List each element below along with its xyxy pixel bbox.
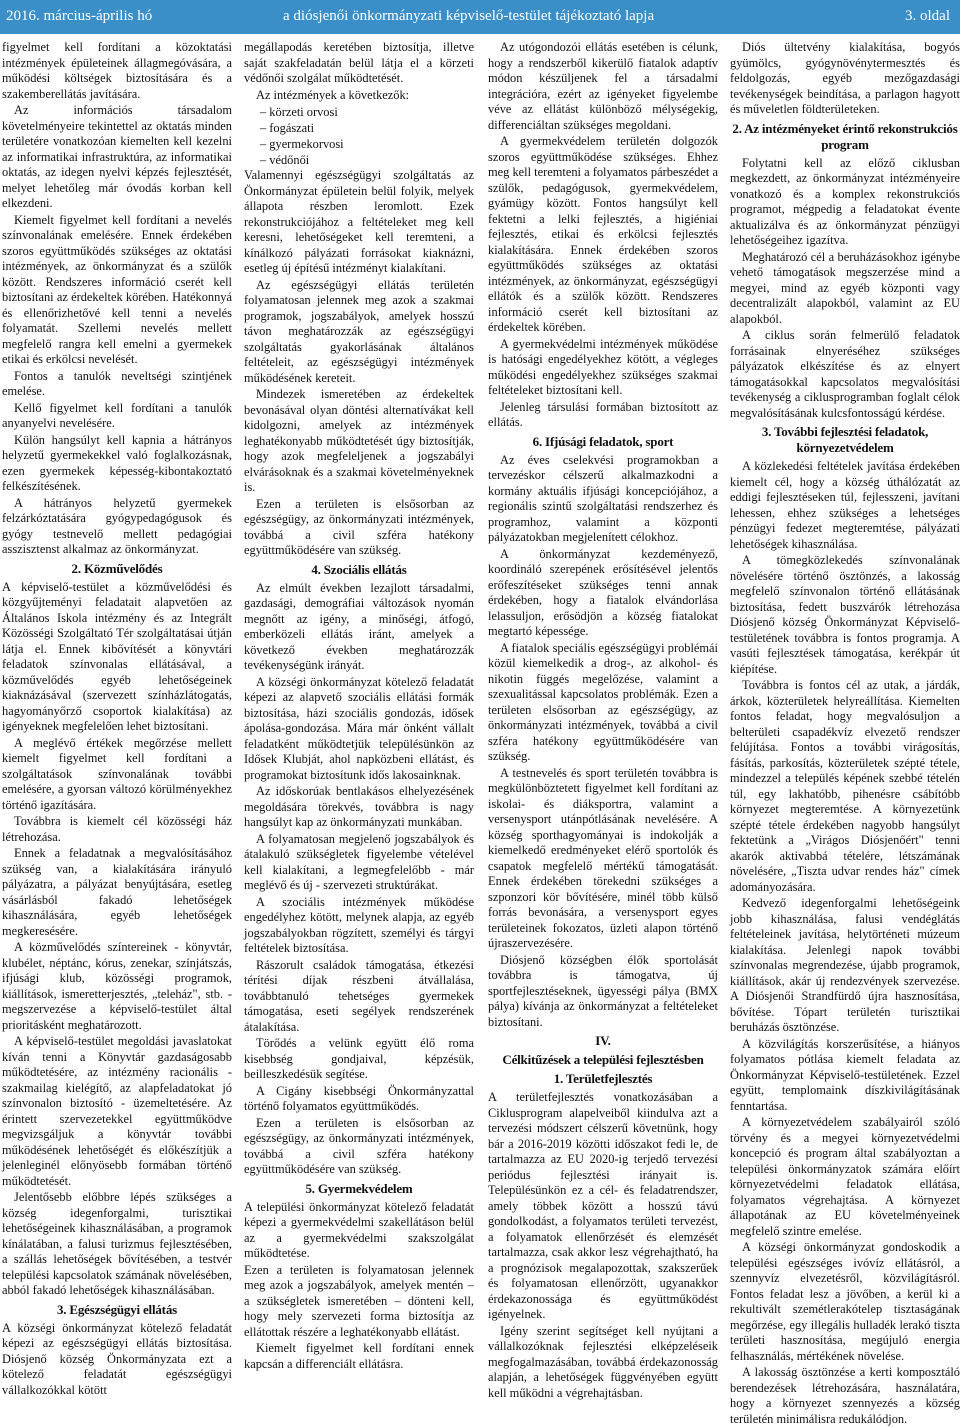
paragraph: Kedvező idegenforgalmi lehetőségeink jobb kihasználása, falusi vendéglátás feltételeinek javítása, helytörténeti múzeum kialakítása. Jelenlegi napok további színvonalas megrendezése, újabb programok, kiállítások, akár új rendezvények szervezése. A Diósjenői Strandfürdő újra hasznosítása, bővítése. Tópart területén turisztikai beruházás ösztönzése. (730, 896, 960, 1034)
paragraph: A környezetvédelem szabályairól szóló törvény és a megyei környezetvédelmi koncepció és program által szabályoztan a települési önkormányzatok számára előírt környezetvédelmi feladatok ellátása, folyamatos végrehajtása. A környezet állapotának az EU követelményeinek megfelelő szintre emelése. (730, 1115, 960, 1238)
header-date: 2016. március-április hó (6, 8, 153, 24)
paragraph: Továbbra is kiemelt cél közösségi ház létrehozása. (2, 814, 232, 844)
paragraph: Meghatározó cél a beruházásokhoz igénybe vehető támogatások megszerzése mind a megyei, mind az egyéb központi vagy decentralizált alapokból, valamint az EU alapokból. (730, 249, 960, 326)
paragraph: Fontos a tanulók neveltségi szintjének emelése. (2, 368, 232, 398)
bullet-list (244, 104, 474, 168)
paragraph: A települési önkormányzat kötelező feladatát képezi a gyermekvédelmi szakellátáson belül az a gyermekvédelmi szakszolgálat működtetése. (244, 1199, 474, 1260)
paragraph: Diósjenő községben élők sportolását továbbra is támogatva, új sportfejlesztéseknek, ügyességi pálya (BMX pálya) kívánja az önkormányzat a feltételeket biztosítani. (488, 952, 718, 1029)
paragraph: Diós ültetvény kialakítása, bogyós gyümölcs, gyógynövénytermesztés és feldolgozás, egyéb mezőgazdasági tevékenységek beindítása, a parlagon hagyott és műveletlen földterületeken. (730, 40, 960, 116)
paragraph: Kiemelt figyelmet kell fordítani ennek kapcsán a differenciált ellátásra. (244, 1341, 474, 1371)
paragraph: A testnevelés és sport területén továbbra is megkülönböztetett figyelmet kell fordítani az iskolai- és diáksportra, valamint a versenysport utánpótlásának nevelésére. A község sporthagyományai is indokolják a kiemelkedő eredményeket elérő sportolók és csapatok megfelelő mértékű támogatását. Ennek érdekében törekedni szükséges a szponzori kör bővítésére, minél több külső forrás bevonására, a versenysport egyes területeinek fokozatos, üzleti alapon történő újraszervezésére. (488, 765, 718, 950)
section-heading: 5. Gyermekvédelem (305, 1180, 413, 1196)
paragraph: Valamennyi egészségügyi szolgáltatás az Önkormányzat épületein belül folyik, melyek állapota részben leromlott. Ezek rekonstrukciójához a feltételeket meg kell keresni, lehetőségeket kell teremteni, a kínálkozó pályázati forrásokat kiaknázni, esetleg új építésű intézményt kialakítani. (244, 168, 474, 275)
paragraph: Jelentősebb előbbre lépés szükséges a község idegenforgalmi, turisztikai lehetőségeinek kihasználásában, a programok kínálatában, a falusi turizmus fejlesztésében, a szállás lehetőségek bővítésében, a testvér települési kapcsolatok számának növelésében, abból fakadó lehetőségek kihasználásában. (2, 1190, 232, 1297)
list-item: – körzeti orvosi (260, 104, 474, 120)
paragraph: Továbbra is fontos cél az utak, a járdák, árkok, közterületek helyreállítása. Kiemelten fontos feladat, hogy megvalósuljon a belterületi csapadékvíz elvezető rendszer felújítása. Fontos a további virágosítás, fásítás, parkosítás, közterületek szépté tétele, mindezzel a település képének szebbé tételén túl, egy lakhatóbb, pihenésre csábítóbb környezet megteremtése. A környezetünk szépté tétele érdekében nagyobb hangsúlyt fektetünk a „Virágos Diósjenőért" tenni akarók aktivabbá tételére, létszámának növelésére, „Tiszta udvar rendes ház" címek adományozására. (730, 678, 960, 894)
paragraph: Ezen a területen is elsősorban az egészségügy, az önkormányzati intézmények, továbbá a civil szféra hatékony együttműködésére van szükség. (244, 496, 474, 557)
paragraph: A gyermekvédelmi intézmények működése is hatósági engedélyekhez kötött, a végleges működési engedélyekhez szükséges szakmai feltételeket biztosítani kell. (488, 336, 718, 397)
paragraph: A folyamatosan megjelenő jogszabályok és átalakuló szükségletek figyelembe vételével kell kialakítani, a legmegfelelőbb - már meglévő és új - szervezeti struktúrákat. (244, 831, 474, 892)
paragraph: Az egészségügyi ellátás területén folyamatosan jelennek meg azok a szakmai programok, jogszabályok, amelyek hosszú távon meghatározzák az egészségügyi szolgáltatás gyakorlásának általános feltételeit, az egészségügyi intézmények működésének kereteit. (244, 277, 474, 385)
paragraph: Kellő figyelmet kell fordítani a tanulók anyanyelvi nevelésére. (2, 400, 232, 430)
paragraph: A közlekedési feltételek javítása érdekében kiemelt cél, hogy a község úthálózatát az eddigi fejlesztéseken túl, fejlesszeni, javítani lehessen, ehhez szükséges a lehetséges pénzügyi fedezet megteremtése, pályázati lehetőségek kihasználása. (730, 459, 960, 551)
paragraph: Az éves cselekvési programokban a tervezéskor célszerű alkalmazkodni a kormány aktuális ifjúsági koncepciójához, a regionális szintű szolgáltatási rendszerhez és programhoz, valamint a központi pályázatokban megjelenített célokhoz. (488, 452, 718, 544)
paragraph: Folytatni kell az előző ciklusban megkezdett, az önkormányzat intézményeire vonatkozó és a komplex rekonstrukciós programot, mégpedig a feladatokat évente aktualizálva és az önkormányzat pénzügyi lehetőségeihez igazítva. (730, 155, 960, 247)
text-column-2 (244, 40, 474, 1390)
header-publication-title: a diósjenői önkormányzati képviselő-testület tájékoztató lapja (283, 8, 655, 24)
paragraph: A községi önkormányzat gondoskodik a települési egészséges ivóvíz ellátásról, a szennyvíz elvezetésről, közvilágításról. Fontos feladat lesz a jövőben, a kerül ki a rekultivált szemétlerakótelep tisztaságának megőrzése, egy illegális hulladék lerakó tiszta területi hasznosítása, megújuló energia felhasználás, mértékének növelése. (730, 1240, 960, 1363)
paragraph: megállapodás keretében biztosítja, illetve saját szakfeladatán belül látja el a körzeti védőnői szolgálat működtetését. (244, 40, 474, 85)
paragraph: A szociális intézmények működése engedélyhez kötött, melynek alapja, az egyéb jogszabályokban rögzített, személyi és tárgyi feltételek biztosítása. (244, 894, 474, 955)
section-heading: 2. Az intézményeket érintő rekonstrukciós program (732, 120, 958, 152)
paragraph: Mindezek ismeretében az érdekeltek bevonásával olyan döntési alternatívákat kell kidolgozni, amelyek az intézmények leghatékonyabb működtetését úgy biztosítják, hogy azok megfeleljenek a jogszabályi elvárásoknak és a szakmai követelményeknek is. (244, 387, 474, 494)
paragraph: Jelenleg társulási formában biztosított az ellátás. (488, 399, 718, 429)
header-page-number: 3. oldal (905, 8, 950, 24)
paragraph: A területfejlesztés vonatkozásában a Ciklusprogram alapelveiből kiindulva azt a tervezési módszert célszerű követnünk, hogy bár a 2016-2019 közötti időszakot fedi le, de tartalmazza az EU 2020-ig terjedő tervezési periódus fejlesztési irányait is. Településünkön ez a cél- és feladatrendszer, amely többek között a hosszú távú gondolkodást, a folyamatos területi tervezést, a folyamatok ellenőrzését és elemzését tartalmazza, csak akkor lesz végrehajtható, ha a prognózisok megalapozottak, szakszerűek és folyamatosan ellenőrzött, ugyanakkor érdekazonossága és együttműködést igényelnek. (488, 1090, 718, 1321)
paragraph: A községi önkormányzat kötelező feladatát képezi az alapvető szociális ellátási formák biztosítása, házi szociális gondozás, idősek ápolása-gondozása. Mára már önként vállalt feladatként működtetjük településünkön az Idősek Klubját, ahol napközbeni ellátást, és programokat biztosítunk idős lakosainknak. (244, 674, 474, 782)
text-column-3 (488, 40, 718, 1400)
paragraph: A képviselő-testület a közművelődési és közgyűjteményi feladatait alapvetően az Általános Iskola intézmény és az Integrált Közösségi Szolgáltató Tér szolgáltatásai útján látja el. Ennek kibővítését a könyvtári feladatok színvonalas ellátásával, a közművelődés egyéb lehetőségeinek kiaknázásával (szervezett színházlátogatás, hagyományőrző csoportok kialakítása) az igényeknek megfelelően lehet biztosítani. (2, 579, 232, 733)
paragraph: Az utógondozói ellátás esetében is célunk, hogy a rendszerből kikerülő fiatalok adaptív módon készüljenek fel a társadalmi integrációra, ezért az igényeket figyelembe véve az ellátást különböző mélységekig, differenciáltan szükséges megoldani. (488, 40, 718, 132)
paragraph: A fiatalok speciális egészségügyi problémái közül kiemelkedik a drog-, az alkohol- és nikotin függés megelőzése, valamint a szexualitással kapcsolatos problémák. Ezen a területen elsősorban az egészségügy, az önkormányzati intézmények, továbbá a civil szféra hatékony együttműködésére van szükség. (488, 640, 718, 763)
paragraph: Törődés a velünk együtt élő roma kisebbség gondjaival, képzésük, beilleszkedésük segítése. (244, 1036, 474, 1081)
paragraph: Igény szerint segítséget kell nyújtani a vállalkozóknak fejlesztési elképzeléseik megfogalmazásában, továbbá érdekazonosság alapján, a lehetőségek függvényében együtt kell működni a végrehajtásban. (488, 1323, 718, 1400)
page-header (0, 0, 960, 34)
text-column-1 (2, 40, 232, 1397)
section-heading: 1. Területfejlesztés (553, 1071, 653, 1086)
paragraph: Az elmúlt években lezajlott társadalmi, gazdasági, demográfiai változások nyomán megnőtt az igény, a minőségi, átfogó, emberközeli ellátás iránt, amelyek a következő években meghatározzák tevékenységünk irányát. (244, 580, 474, 672)
paragraph: A hátrányos helyzetű gyermekek felzárkóztatására gyógypedagógusok és gyógy testnevelő mellett pedagógiai asszisztenst alkalmaz az önkormányzat. (2, 495, 232, 556)
section-heading: 4. Szociális ellátás (311, 561, 407, 577)
paragraph: A tömegközlekedés színvonalának növelésére történő ösztönzés, a lakosság megfelelő színvonalon történő ellátásának biztosítása, fedett buszvárók létrehozása Diósjenő község Önkormányzat Képviselő-testületének továbbra is fontos programja. A vasúti fejlesztések támogatása, kerékpár út kiépítése. (730, 553, 960, 676)
paragraph: Külön hangsúlyt kell kapnia a hátrányos helyzetű gyermekekkel való foglalkozásnak, ezen gyermekek képesség-kibontakoztató felkészítésének. (2, 432, 232, 493)
paragraph: A közművelődés színtereinek - könyvtár, klubélet, néptánc, kórus, zenekar, színjátszás, ifjúsági klub, közösségi programok, kiállítások, ismeretterjesztés, „teleház", stb. - megszervezése a képviselő-testület által prioritásként meghatározott. (2, 940, 232, 1032)
paragraph: Ezen a területen is elsősorban az egészségügy, az önkormányzati intézmények, továbbá a civil szféra hatékony együttműködésére van szükség. (244, 1115, 474, 1176)
section-heading: IV. (595, 1033, 611, 1048)
section-heading: 3. Egészségügyi ellátás (57, 1301, 177, 1317)
list-item: – védőnői (260, 152, 474, 168)
paragraph: Ennek a feladatnak a megvalósításához szükség van, a kialakítására irányuló pályázatra, a pályázat benyújtására, esetleg vásárlásból fakadó lehetőségek kihasználására, egyéb lehetőségek megkeresésére. (2, 846, 232, 938)
paragraph: Az időskorúak bentlakásos elhelyezésének megoldására törekvés, továbbra is nagy hangsúlyt kap az önkormányzati munkában. (244, 784, 474, 829)
paragraph: A közvilágítás korszerűsítése, a hiányos folyamatos pótlása kiemelt feladata az Önkormányzat Képviselő-testületének. Ezzel együtt, templomaink díszkivilágításának fenntartása. (730, 1036, 960, 1113)
paragraph: A meglévő értékek megőrzése mellett kiemelt figyelmet kell fordítani a szolgáltatások színvonalának további emelésére, a gyorsan változó körülményekhez történő igazítására. (2, 735, 232, 812)
section-heading: 6. Ifjúsági feladatok, sport (532, 433, 674, 449)
paragraph: A lakosság ösztönzése a kerti komposztáló berendezések létrehozására, használatára, hogy a környezet szennyezés a község területén minimálisra redukálódjon. (730, 1365, 960, 1426)
paragraph: figyelmet kell fordítani a közoktatási intézmények épületeinek állagmegóvására, a működési költségek biztosítására és a szakemberellátás javítására. (2, 40, 232, 101)
paragraph: A ciklus során felmerülő feladatok forrásainak elnyeréséhez szükséges pályázatok elkészítése és az elnyert támogatásokkal kapcsolatos megvalósítási tevékenység a ciklusprogramban foglalt célok megvalósításának kulcsfontosságú kérdése. (730, 328, 960, 420)
list-item: – fogászati (260, 120, 474, 136)
section-heading: 2. Közművelődés (71, 560, 163, 576)
paragraph: A községi önkormányzat kötelező feladatát képezi az egészségügyi ellátás biztosítása. Diósjenő község Önkormányzata ezt a kötelező feladatát egészségügyi vállalkozókkal kötött (2, 1320, 232, 1397)
paragraph: Az információs társadalom követelményeire tekintettel az oktatás minden területére vonatkozóan kiemelten kell kezelni az informatikai infrastruktúra, az informatikai oktatás, az idegen nyelvi képzés fejlesztését, melyet lehetőleg már óvodás korban kell elkezdeni. (2, 103, 232, 210)
paragraph: A Cigány kisebbségi Önkormányzattal történő folyamatos együttműködés. (244, 1083, 474, 1113)
paragraph: A önkormányzat kezdeményező, koordináló szerepének erősítésével jelentős erőfeszítéseket szükséges tenni annak érdekében, hogy a fiatalok elvándorlása lelassuljon, erősödjön a község fiatalokat megtartó képessége. (488, 546, 718, 638)
section-heading: Célkitűzések a települési fejlesztésben (502, 1052, 704, 1067)
section-heading: 3. További fejlesztési feladatok, környezetvédelem (761, 424, 929, 455)
paragraph: Rászorult családok támogatása, étkezési térítési díjak részbeni átvállalása, továbbtanuló tehetséges gyermekek támogatása, eseti segélyek rendszerének átalakítása. (244, 957, 474, 1034)
list-item: – gyermekorvosi (260, 136, 474, 152)
text-column-4 (730, 40, 960, 1426)
paragraph: Kiemelt figyelmet kell fordítani a nevelés színvonalának emelésére. Ennek érdekében szoros együttműködés szükséges az oktatási intézmények, az önkormányzat és a szülők között. Rendszeres információ cserét kell biztosítani az érdekeltek körében. Hatékonnyá és ellenőrizhetővé kell tenni a nevelés folyamatát. Szellemi nevelés mellett megfelelő rangra kell emelni a gyermekek etikai és erkölcsi nevelését. (2, 212, 232, 366)
paragraph: Az intézmények a következők: (256, 87, 410, 102)
paragraph: Ezen a területen is folyamatosan jelennek meg azok a jogszabályok, amelyek mentén – a szükségletek ismeretében – dönteni kell, hogy mely szervezeti forma biztosítja az ellátottak részére a leghatékonyabb ellátást. (244, 1262, 474, 1339)
paragraph: A képviselő-testület megoldási javaslatokat kíván tenni a Könyvtár gazdaságosabb működtetésére, az intézmény racionális - szakmailag kielégítő, az alapfeladatokat jó színvonalon biztosító - üzemeltetésére. Az érintett szervezetekkel együttműködve megvizsgáljuk a könyvtár további működésének lehetőségét és előkészítjük a jelenleginél előnyösebb formában történő működtetését. (2, 1034, 232, 1188)
paragraph: A gyermekvédelem területén dolgozók szoros együttműködése szükséges. Ehhez meg kell teremteni a folyamatos párbeszédet a szülők, pedagógusok, gyermekvédelem, gyámügy között. Fontos hangsúlyt kell fektetni a lelki fejlesztés, a higiéniai fejlesztés, etikai és erkölcsi fejlesztés kialakítására. Ennek érdekében szoros együttműködés szükséges az oktatási intézmények, az önkormányzat, egészségügyi ellátók és a szülők között. Rendszeres információ cserét kell biztosítani az érdekeltek körében. (488, 134, 718, 334)
